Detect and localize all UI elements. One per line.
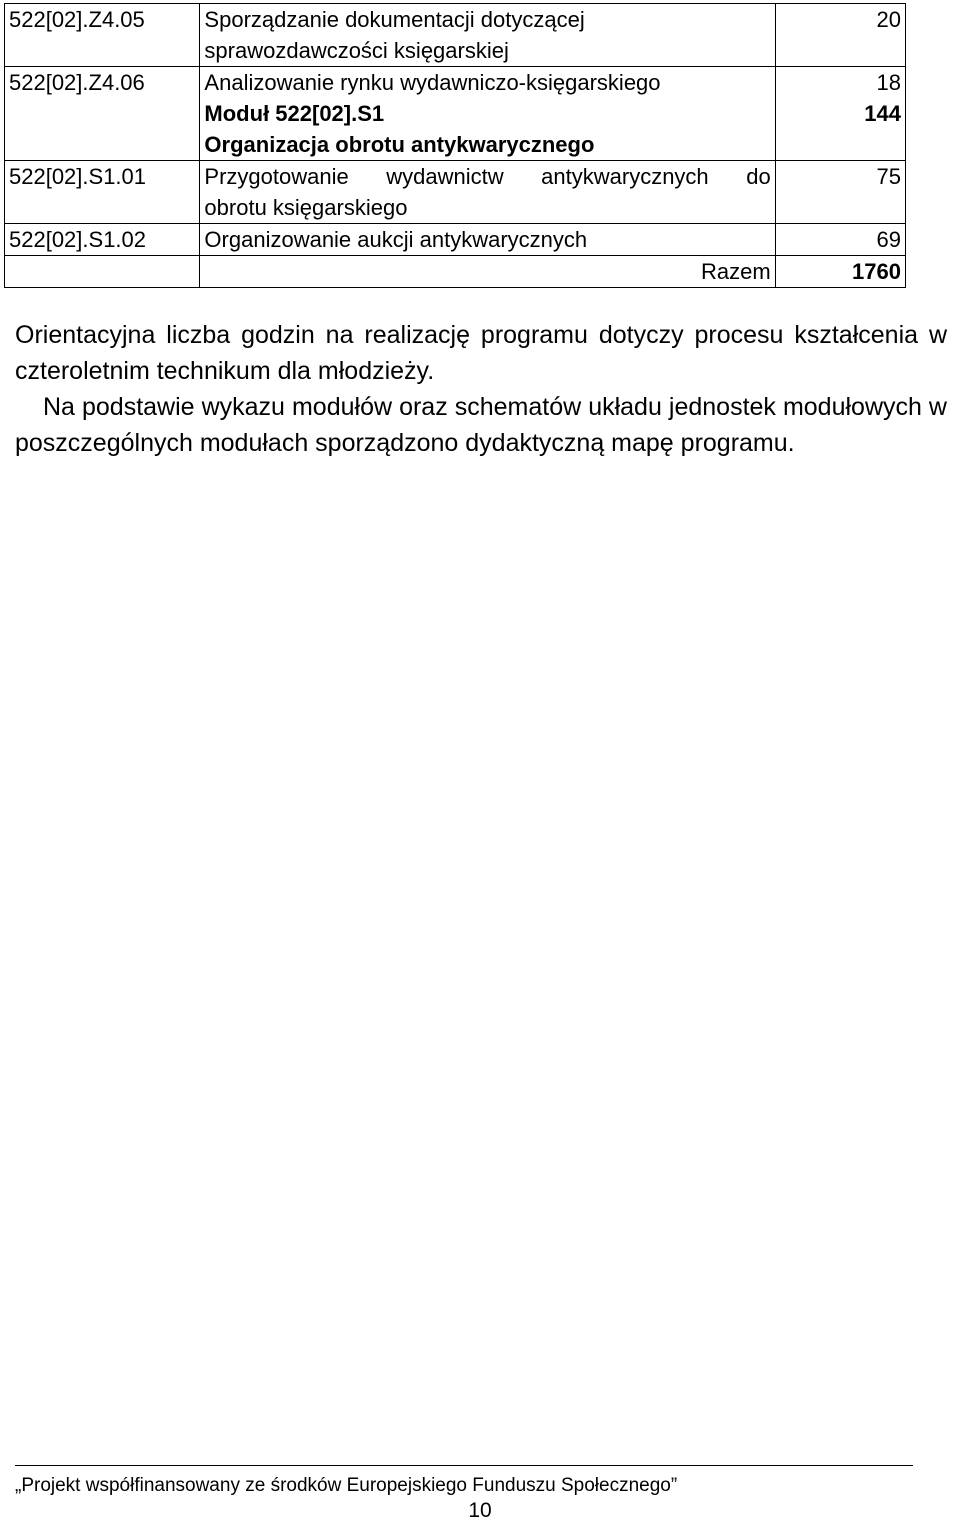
unit-name [200,4,775,67]
unit-hours: 69 [775,224,905,256]
module-hours: 144 [775,98,905,161]
unit-name-line: sprawozdawczości księgarskiej [204,38,509,63]
unit-code: 522[02].Z4.06 [5,67,200,99]
table-row [5,4,906,67]
total-hours: 1760 [775,256,905,288]
unit-code: 522[02].S1.01 [5,161,200,224]
empty-cell [5,256,200,288]
unit-hours: 20 [775,4,905,67]
unit-name [200,161,775,224]
empty-cell [5,98,200,161]
unit-code: 522[02].Z4.05 [5,4,200,67]
module-title-line: Moduł 522[02].S1 [204,101,385,126]
unit-hours: 75 [775,161,905,224]
footer-divider [15,1465,913,1466]
total-row [5,256,906,288]
table-row [5,67,906,99]
paragraph-hours-note: Orientacyjna liczba godzin na realizację programu dotyczy procesu kształcenia w czteroletnim technikum dla młodzieży. [15,321,947,385]
unit-name-line: obrotu księgarskiego [204,195,408,220]
module-title [200,98,775,161]
unit-name: Organizowanie aukcji antykwarycznych [200,224,775,256]
unit-name-line: Sporządzanie dokumentacji dotyczącej [204,7,585,32]
footer-funding-note: „Projekt współfinansowany ze środków Europejskiego Funduszu Społecznego” [15,1475,678,1496]
paragraph-program-map: Na podstawie wykazu modułów oraz schematów układu jednostek modułowych w poszczególnych modułach sporządzono dydaktyczną mapę programu. [15,393,947,457]
table-row [5,161,906,224]
unit-name-line: Przygotowanie wydawnictw antykwarycznych do [204,164,771,189]
unit-name: Analizowanie rynku wydawniczo-księgarskiego [200,67,775,99]
module-title-line: Organizacja obrotu antykwarycznego [204,132,595,157]
module-hours-table [4,3,906,288]
unit-hours: 18 [775,67,905,99]
module-header-row [5,98,906,161]
table-row [5,224,906,256]
total-label: Razem [200,256,775,288]
unit-code: 522[02].S1.02 [5,224,200,256]
page-number: 10 [468,1499,492,1522]
